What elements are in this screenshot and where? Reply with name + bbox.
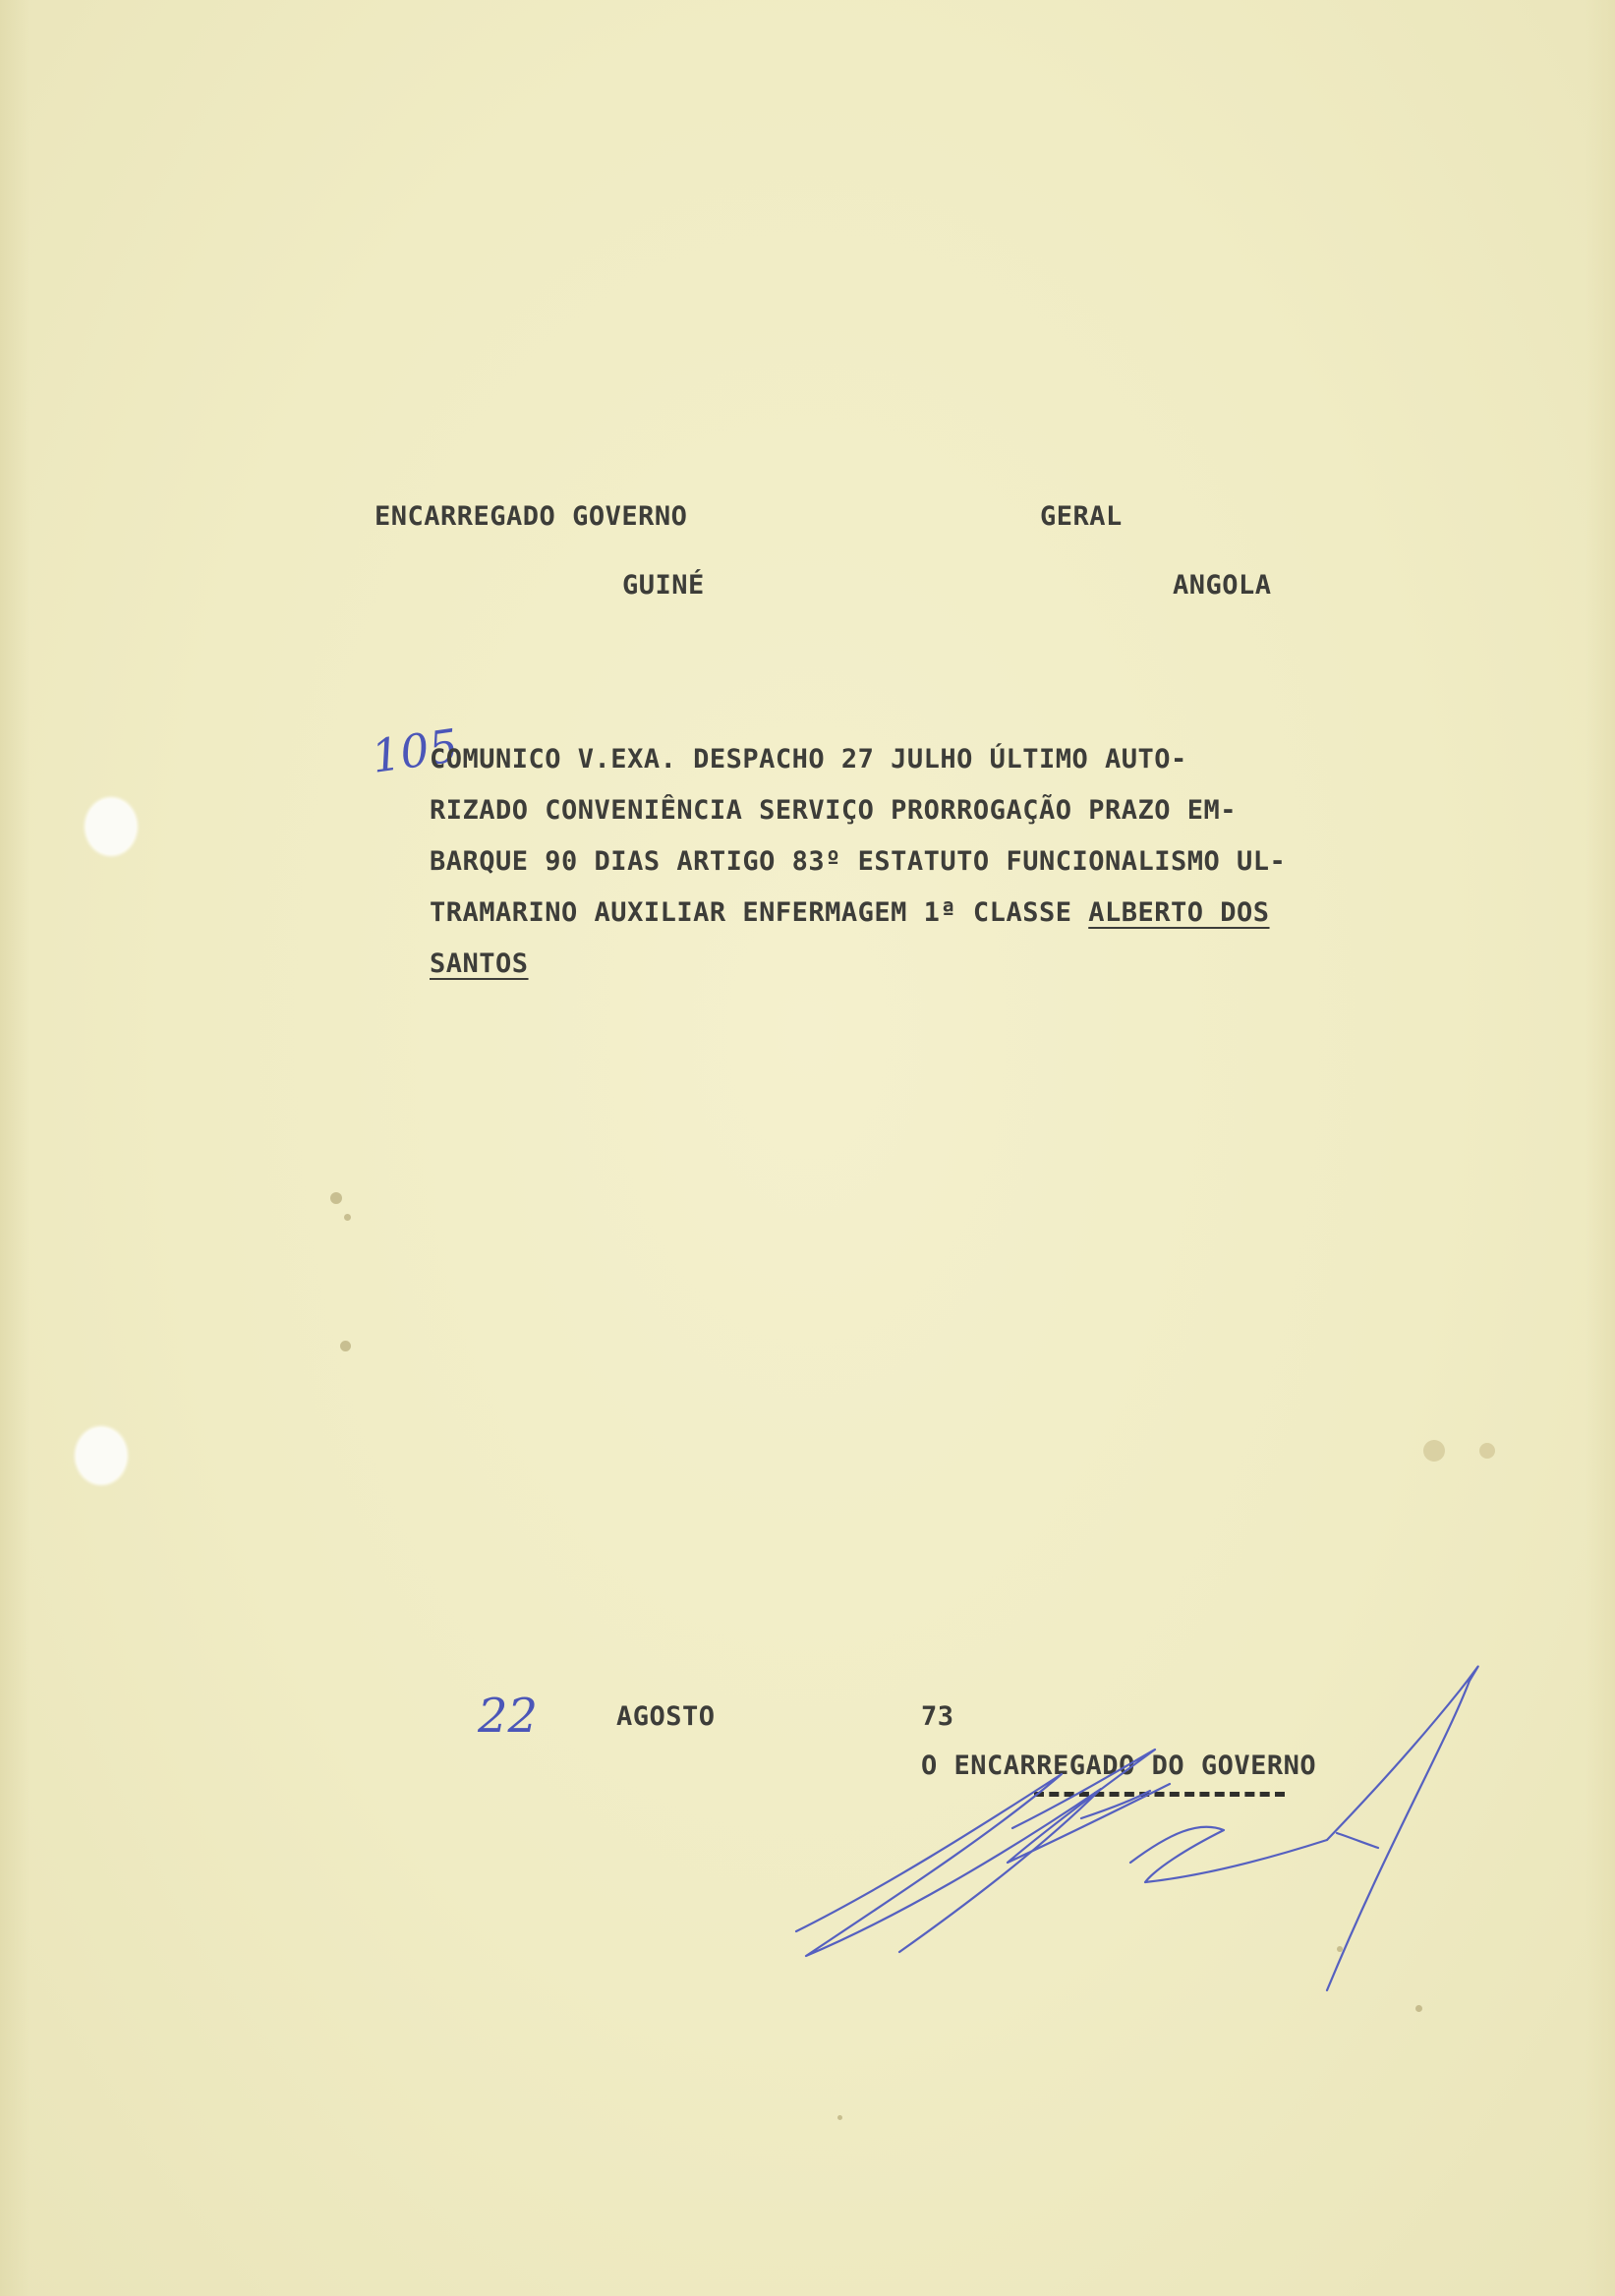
message-line: RIZADO CONVENIÊNCIA SERVIÇO PRORROGAÇÃO PRAZO EM-: [430, 795, 1238, 826]
page-edge-left: [0, 0, 29, 2296]
paper-stain: [340, 1341, 351, 1351]
handwritten-message-number: 105: [368, 718, 462, 783]
message-body: [430, 744, 1422, 1000]
handwritten-day: 22: [478, 1689, 539, 1744]
header-addressee: ENCARREGADO GOVERNO: [375, 501, 688, 532]
paper-stain: [330, 1192, 342, 1204]
date-month: AGOSTO: [616, 1701, 716, 1732]
message-line: [430, 897, 1270, 928]
underlined-name: ALBERTO DOS: [1088, 897, 1270, 928]
punch-hole-bottom: [77, 1428, 126, 1483]
paper-stain: [344, 1214, 351, 1221]
header-sender-territory: GUINÉ: [622, 570, 705, 601]
paper-stain: [837, 2115, 842, 2120]
message-line: COMUNICO V.EXA. DESPACHO 27 JULHO ÚLTIMO AUTO-: [430, 744, 1187, 775]
paper-stain: [1479, 1443, 1495, 1459]
underlined-name: SANTOS: [430, 948, 529, 979]
header-title: GERAL: [1040, 501, 1123, 532]
paper-stain: [1423, 1440, 1445, 1462]
header-recipient-territory: ANGOLA: [1173, 570, 1272, 601]
message-line: BARQUE 90 DIAS ARTIGO 83º ESTATUTO FUNCIONALISMO UL-: [430, 846, 1287, 877]
punch-hole-top: [87, 799, 136, 854]
date-year: 73: [921, 1701, 954, 1732]
message-text: TRAMARINO AUXILIAR ENFERMAGEM 1ª CLASSE: [430, 897, 1089, 928]
handwritten-signature: [777, 1661, 1504, 2015]
page-edge-right: [1586, 0, 1615, 2296]
message-line: [430, 948, 529, 979]
signoff-title: O ENCARREGADO DO GOVERNO: [921, 1751, 1317, 1781]
